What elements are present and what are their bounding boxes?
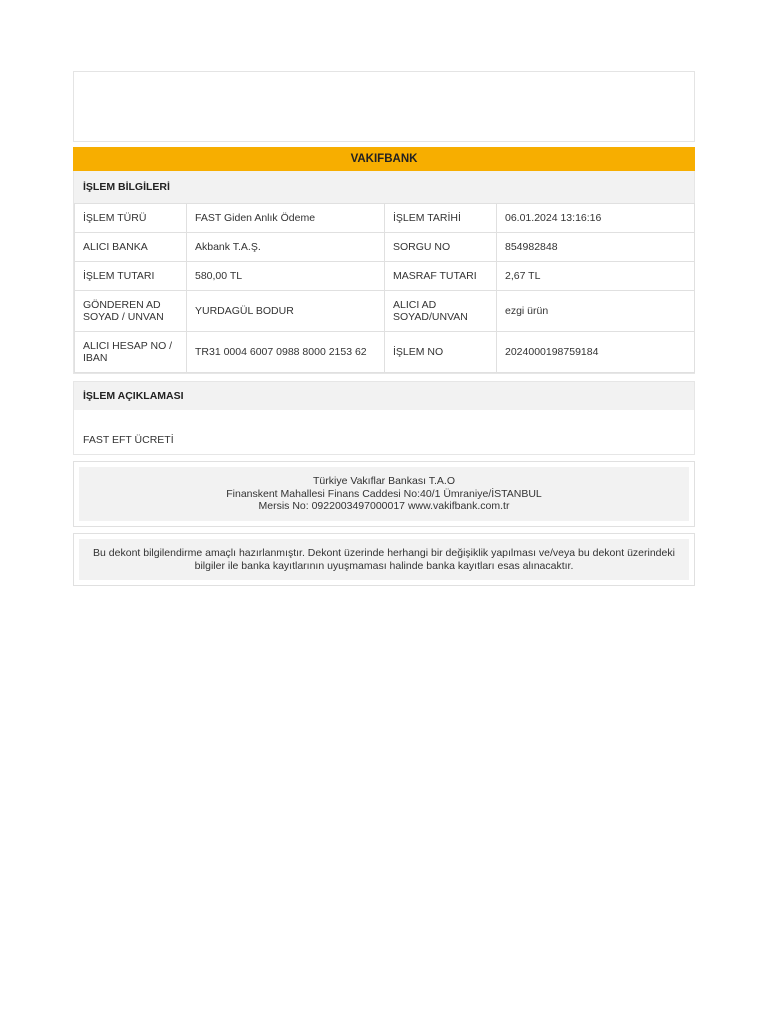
query-no-value: 854982848 <box>497 233 695 262</box>
logo-area <box>73 71 695 142</box>
table-row <box>75 204 695 233</box>
transaction-type-value: FAST Giden Anlık Ödeme <box>187 204 385 233</box>
receiver-iban-label: ALICI HESAP NO / IBAN <box>75 332 187 373</box>
description-text: FAST EFT ÜCRETİ <box>83 434 174 446</box>
fee-value: 2,67 TL <box>497 262 695 291</box>
table-row <box>75 332 695 373</box>
sender-name-label: GÖNDEREN AD SOYAD / UNVAN <box>75 291 187 332</box>
transaction-type-label: İŞLEM TÜRÜ <box>75 204 187 233</box>
description-body <box>74 410 694 454</box>
receiver-bank-value: Akbank T.A.Ş. <box>187 233 385 262</box>
query-no-label: SORGU NO <box>385 233 497 262</box>
disclaimer-box <box>73 533 695 586</box>
transaction-date-value: 06.01.2024 13:16:16 <box>497 204 695 233</box>
receiver-iban-value: TR31 0004 6007 0988 8000 2153 62 <box>187 332 385 373</box>
company-registry: Mersis No: 0922003497000017 www.vakifbank.com.tr <box>258 500 510 513</box>
receipt-document <box>73 71 695 586</box>
disclaimer <box>79 539 689 580</box>
section-title-text: İŞLEM BİLGİLERİ <box>83 181 170 193</box>
fee-label: MASRAF TUTARI <box>385 262 497 291</box>
transaction-info-title <box>74 171 694 203</box>
company-name: Türkiye Vakıflar Bankası T.A.O <box>313 474 455 487</box>
table-row <box>75 262 695 291</box>
receiver-name-value: ezgi ürün <box>497 291 695 332</box>
bank-address-box <box>73 461 695 527</box>
description-title <box>74 382 694 410</box>
description-section <box>73 381 695 455</box>
transaction-no-label: İŞLEM NO <box>385 332 497 373</box>
bank-address <box>79 467 689 521</box>
description-title-text: İŞLEM AÇIKLAMASI <box>83 390 184 402</box>
table-row <box>75 233 695 262</box>
table-row <box>75 291 695 332</box>
sender-name-value: YURDAGÜL BODUR <box>187 291 385 332</box>
amount-value: 580,00 TL <box>187 262 385 291</box>
transaction-info-table <box>74 203 695 373</box>
disclaimer-text: Bu dekont bilgilendirme amaçlı hazırlanmıştır. Dekont üzerinde herhangi bir değişiklik yapılması ve/veya bu dekont üzerindeki bilgiler ile banka kayıtlarının uyuşmaması halinde banka kayıtları esas alınacaktır. <box>93 546 675 572</box>
company-address: Finanskent Mahallesi Finans Caddesi No:40/1 Ümraniye/İSTANBUL <box>226 487 542 500</box>
transaction-no-value: 2024000198759184 <box>497 332 695 373</box>
bank-name: VAKIFBANK <box>350 153 418 165</box>
transaction-info-section <box>73 171 695 374</box>
bank-name-header <box>73 147 695 171</box>
amount-label: İŞLEM TUTARI <box>75 262 187 291</box>
transaction-date-label: İŞLEM TARİHİ <box>385 204 497 233</box>
receiver-name-label: ALICI AD SOYAD/UNVAN <box>385 291 497 332</box>
receiver-bank-label: ALICI BANKA <box>75 233 187 262</box>
